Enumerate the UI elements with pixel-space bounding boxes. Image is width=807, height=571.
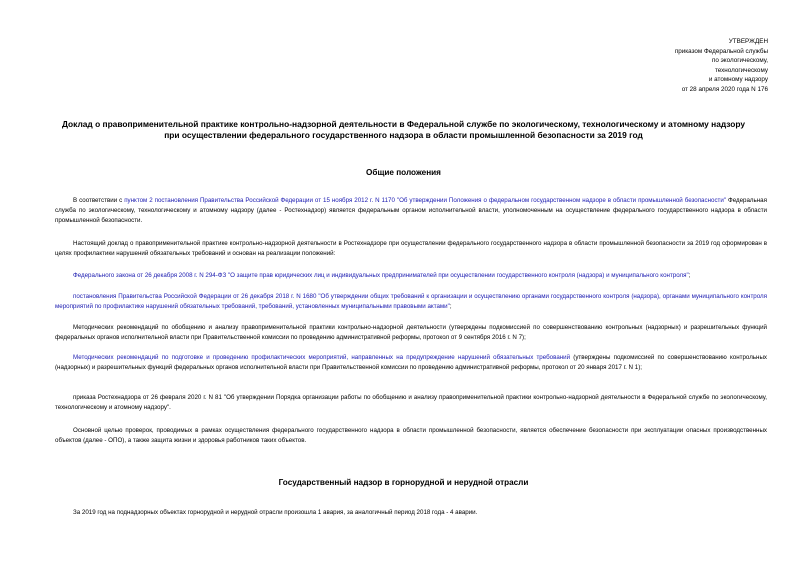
prevention-recommendations-link[interactable]: Методических рекомендаций по подготовке и проведению профилактических мероприятий, направленных на предупреждение нарушений обязательных требований [73,354,571,361]
approval-line: от 28 апреля 2020 года N 176 [681,85,768,93]
title-line-1: Доклад о правоприменительной практике контрольно-надзорной деятельности в Федеральной службе по экологическому, технологическому и атомному надзору [61,119,746,129]
paragraph-decree-1680 [55,292,767,312]
decree-1680-link[interactable]: постановления Правительства Российской Федерации от 26 декабря 2018 г. N 1680 "Об утверждении общих требований к организации и осуществлению органами государственного контроля (надзора), органами муниципального контроля мероприятий по профилактике нарушений обязательных требований, требований, установленных муниципальными правовыми актами" [55,293,767,311]
decree-1170-link[interactable]: пунктом 2 постановления Правительства Российской Федерации от 15 ноября 2012 г. N 1170 "Об утверждении Положения о федеральном государственном надзоре в области промышленной безопасности" [124,197,727,204]
section-heading-general: Общие положения [366,168,441,177]
federal-law-294-link[interactable]: Федерального закона от 26 декабря 2008 г. N 294-ФЗ "О защите прав юридических лиц и индивидуальных предпринимателей при осуществлении государственного контроля (надзора) и муниципального контроля" [73,272,689,279]
title-line-2: при осуществлении федерального государственного надзора в области промышленной безопасности за 2019 год [164,130,643,140]
approval-line: по экологическому, [711,57,768,64]
document-title [40,119,767,141]
paragraph-order-81: приказа Ростехнадзора от 26 февраля 2020 г. N 81 "Об утверждении Порядка организации работы по обобщению и анализу правоприменительной практики контрольно-надзорной деятельности в Федеральной службе по экологическому, технологическому и атомному надзору". [55,394,767,412]
paragraph-methodical-recommendations: Методических рекомендаций по обобщению и анализу правоприменительной практики контрольно-надзорной деятельности (утверждены подкомиссией по совершенствованию контрольных (надзорных) и разрешительных функций федеральных органов исполнительной власти при Правительственной комиссии по проведению административной реформы, протокол от 9 сентября 2016 г. N 7); [55,324,767,342]
section-heading-mining: Государственный надзор в горнорудной и нерудной отрасли [278,478,529,487]
paragraph-federal-law [55,271,767,281]
approval-line: и атомному надзору [708,76,768,83]
paragraph-accidents: За 2019 год на поднадзорных объектах горнорудной и нерудной отрасли произошла 1 авария, за аналогичный период 2018 года - 4 аварии. [73,509,478,516]
paragraph-text: Федеральная служба по экологическому, технологическому и атомному надзору (далее - Ростехнадзор) является федеральным органом исполнительной власти, уполномоченным на осуществление федерального государственного надзора в области промышленной безопасности. [55,197,767,225]
approval-line: технологическому [714,66,768,74]
paragraph-text: ; [449,303,452,311]
paragraph-legal-basis [55,196,767,227]
approval-line: УТВЕРЖДЕН [728,38,768,45]
paragraph-text: (утверждены подкомиссией по совершенствованию контрольных (надзорных) и разрешительных функций федеральных органов исполнительной власти при Правительственной комиссии по проведению административной реформы, протокол от 20 января 2017 г. N 1); [55,354,767,372]
paragraph-main-goal: Основной целью проверок, проводимых в рамках осуществления федерального государственного надзора в области промышленной безопасности, является обеспечение безопасности при эксплуатации опасных производственных объектов (далее - ОПО), а также защита жизни и здоровья работников таких объектов. [55,427,767,445]
paragraph-text: В соответствии с [73,197,125,204]
approval-line: приказом Федеральной службы [674,47,768,55]
approval-stamp [600,37,768,94]
paragraph-text: ; [688,272,691,279]
paragraph-prevention-recommendations [55,353,767,373]
paragraph-report-purpose: Настоящий доклад о правоприменительной практике контрольно-надзорной деятельности в Ростехнадзоре при осуществлении федерального государственного надзора в области промышленной безопасности за 2019 год сформирован в целях профилактики нарушений обязательных требований и основан на реализации положений: [55,240,767,258]
